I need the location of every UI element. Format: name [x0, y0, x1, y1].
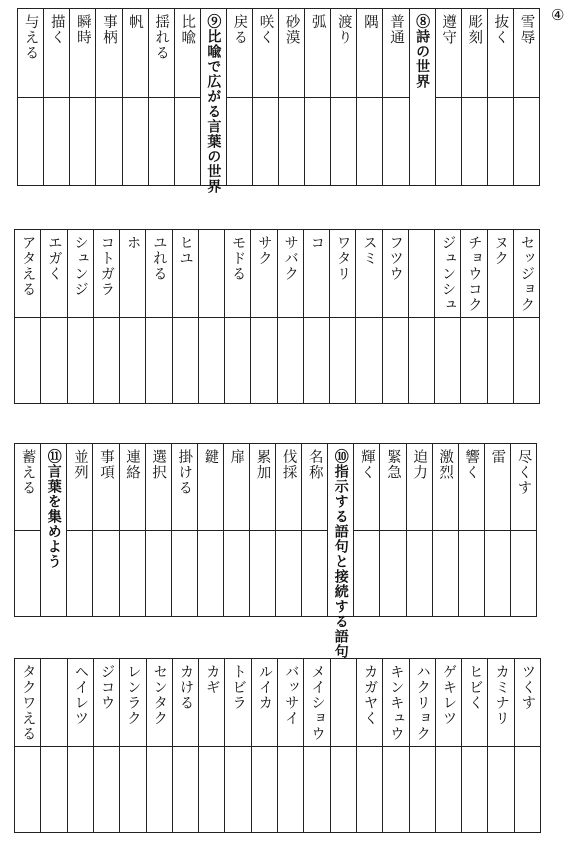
- answer-box-divider: [357, 97, 382, 98]
- answer-box-divider: [149, 97, 174, 98]
- answer-box-divider: [251, 317, 276, 318]
- answer-box-divider: [120, 530, 145, 531]
- answer-box-divider: [514, 317, 539, 318]
- katakana-reading: ホ: [124, 235, 141, 251]
- katakana-reading: ヒビく: [466, 664, 483, 711]
- answer-box-divider: [67, 530, 92, 531]
- answer-box-divider: [383, 97, 408, 98]
- answer-box-divider: [331, 97, 356, 98]
- vocab-column: [434, 230, 460, 403]
- answer-box-divider: [461, 317, 486, 318]
- answer-box-divider: [279, 97, 304, 98]
- kanji-word: 伐採: [280, 449, 297, 480]
- answer-box-divider: [41, 317, 66, 318]
- katakana-reading: トビラ: [230, 664, 247, 711]
- answer-box-divider: [305, 97, 330, 98]
- answer-box-divider: [68, 746, 93, 747]
- kanji-word: 掛ける: [176, 449, 193, 496]
- kanji-word: 迫力: [411, 449, 428, 480]
- kanji-word: 砂漠: [283, 14, 300, 45]
- answer-box-divider: [462, 97, 487, 98]
- answer-box-divider: [278, 746, 303, 747]
- kanji-word: 選択: [150, 449, 167, 480]
- answer-box-divider: [304, 317, 329, 318]
- katakana-reading: カギ: [203, 664, 220, 695]
- answer-box-divider: [146, 530, 171, 531]
- answer-box-divider: [302, 530, 327, 531]
- answer-box-divider: [146, 317, 171, 318]
- katakana-reading: タクワえる: [19, 664, 36, 742]
- kanji-word: 弧: [309, 14, 326, 30]
- answer-box-divider: [462, 746, 487, 747]
- katakana-reading: スミ: [360, 235, 377, 266]
- vocab-column: [119, 230, 145, 403]
- answer-box-divider: [227, 97, 252, 98]
- vocab-column: [487, 230, 513, 403]
- kanji-word: 帆: [127, 14, 144, 30]
- katakana-reading: エガく: [45, 235, 62, 282]
- katakana-reading: ヒユ: [177, 235, 194, 266]
- answer-box-divider: [276, 530, 301, 531]
- answer-box-divider: [172, 530, 197, 531]
- answer-box-divider: [253, 97, 278, 98]
- kanji-word: 鍵: [202, 449, 219, 465]
- vocab-column: [301, 444, 327, 616]
- answer-box-divider: [94, 746, 119, 747]
- kanji-word: 蓄える: [19, 449, 36, 496]
- katakana-reading: シュンジ: [72, 235, 89, 297]
- vocab-column: [197, 444, 223, 616]
- answer-box-divider: [380, 530, 405, 531]
- vocab-column: [93, 659, 119, 832]
- answer-box-divider: [225, 746, 250, 747]
- vocab-column: [461, 9, 487, 185]
- katakana-reading: アタえる: [19, 235, 36, 297]
- section-heading-column: [409, 9, 435, 185]
- kanji-word: 輝く: [358, 449, 375, 480]
- answer-box-divider: [410, 746, 435, 747]
- answer-box-divider: [488, 97, 513, 98]
- kanji-word: 遵守: [440, 14, 457, 45]
- answer-box-divider: [15, 530, 40, 531]
- vocab-column: [409, 659, 435, 832]
- kanji-grid-4: [14, 658, 541, 833]
- kanji-word: 普通: [387, 14, 404, 45]
- answer-box-divider: [15, 317, 40, 318]
- vocab-column: [514, 659, 540, 832]
- answer-box-divider: [488, 317, 513, 318]
- vocab-column: [355, 230, 381, 403]
- answer-box-divider: [41, 746, 66, 747]
- answer-box-divider: [485, 530, 510, 531]
- vocab-column: [304, 9, 330, 185]
- vocab-column: [382, 9, 408, 185]
- answer-box-divider: [515, 746, 540, 747]
- section-heading-column: [327, 444, 353, 659]
- kanji-word: 描く: [48, 14, 65, 45]
- kanji-word: 響く: [463, 449, 480, 480]
- katakana-reading: キンキュウ: [387, 664, 404, 742]
- answer-box-divider: [173, 746, 198, 747]
- section-heading-column: [200, 9, 226, 194]
- katakana-reading: ルイカ: [256, 664, 273, 711]
- vocab-column: [226, 9, 252, 185]
- section-heading: ⑧詩の世界: [414, 14, 431, 89]
- vocab-column: [92, 444, 118, 616]
- kanji-word: 瞬時: [74, 14, 91, 45]
- vocab-column: [432, 444, 458, 616]
- vocab-column: [275, 444, 301, 616]
- vocab-column: [67, 659, 93, 832]
- kanji-grid-2: [14, 229, 540, 404]
- vocab-column: [250, 230, 276, 403]
- katakana-reading: モドる: [229, 235, 246, 282]
- answer-box-divider: [356, 317, 381, 318]
- vocab-column: [303, 230, 329, 403]
- vocab-column: [330, 659, 356, 832]
- answer-box-divider: [198, 530, 223, 531]
- vocab-column: [198, 659, 224, 832]
- answer-box-divider: [120, 317, 145, 318]
- kanji-word: 渡り: [335, 14, 352, 45]
- vocab-column: [224, 659, 250, 832]
- vocab-column: [458, 444, 484, 616]
- vocab-column: [406, 444, 432, 616]
- vocab-column: [145, 444, 171, 616]
- answer-box-divider: [70, 97, 95, 98]
- vocab-column: [487, 9, 513, 185]
- answer-box-divider: [250, 530, 275, 531]
- answer-box-divider: [409, 317, 434, 318]
- kanji-grid-3: [14, 443, 537, 659]
- vocab-column: [119, 444, 145, 616]
- kanji-word: 彫刻: [466, 14, 483, 45]
- answer-box-divider: [173, 317, 198, 318]
- kanji-word: 隅: [361, 14, 378, 30]
- answer-box-divider: [459, 530, 484, 531]
- vocab-column: [119, 659, 145, 832]
- kanji-word: 扉: [228, 449, 245, 465]
- vocab-column: [435, 659, 461, 832]
- answer-box-divider: [383, 746, 408, 747]
- vocab-column: [408, 230, 434, 403]
- kanji-word: 尽くす: [515, 449, 532, 496]
- answer-box-divider: [15, 746, 40, 747]
- answer-box-divider: [357, 746, 382, 747]
- answer-box-divider: [44, 97, 69, 98]
- vocab-column: [172, 659, 198, 832]
- answer-box-divider: [199, 317, 224, 318]
- vocab-column: [329, 230, 355, 403]
- answer-box-divider: [93, 530, 118, 531]
- katakana-reading: サク: [255, 235, 272, 266]
- answer-box-divider: [278, 317, 303, 318]
- katakana-reading: ゲキレツ: [440, 664, 457, 726]
- katakana-reading: サバク: [282, 235, 299, 282]
- katakana-reading: セッジョク: [518, 235, 535, 313]
- answer-box-divider: [435, 317, 460, 318]
- kanji-word: 比喩: [179, 14, 196, 45]
- kanji-word: 連絡: [124, 449, 141, 480]
- answer-box-divider: [123, 97, 148, 98]
- vocab-column: [510, 444, 536, 616]
- section-heading-column: [40, 444, 66, 616]
- katakana-reading: カける: [177, 664, 194, 711]
- answer-box-divider: [175, 97, 200, 98]
- page-number: ④: [551, 6, 565, 24]
- section-heading: ⑩指示する語句と接続する語句: [332, 449, 349, 659]
- vocab-column: [277, 659, 303, 832]
- section-heading: ⑪言葉を集めよう: [45, 449, 62, 569]
- katakana-reading: バッサイ: [282, 664, 299, 726]
- katakana-reading: ジコウ: [98, 664, 115, 711]
- katakana-reading: センタク: [151, 664, 168, 726]
- kanji-word: 与える: [22, 14, 39, 61]
- vocab-column: [40, 230, 66, 403]
- vocab-column: [146, 659, 172, 832]
- vocab-column: [15, 444, 40, 616]
- katakana-reading: ヘイレツ: [72, 664, 89, 726]
- kanji-word: 激烈: [437, 449, 454, 480]
- katakana-reading: レンラク: [124, 664, 141, 726]
- vocab-column: [43, 9, 69, 185]
- vocab-column: [461, 659, 487, 832]
- answer-box-divider: [433, 530, 458, 531]
- vocab-column: [93, 230, 119, 403]
- vocab-column: [277, 230, 303, 403]
- kanji-word: 事項: [97, 449, 114, 480]
- vocab-column: [145, 230, 171, 403]
- katakana-reading: チョウコク: [465, 235, 482, 313]
- answer-box-divider: [511, 530, 536, 531]
- answer-box-divider: [330, 317, 355, 318]
- katakana-reading: カガヤく: [361, 664, 378, 726]
- kanji-word: 戻る: [231, 14, 248, 45]
- kanji-word: 事柄: [100, 14, 117, 45]
- vocab-column: [356, 659, 382, 832]
- vocab-column: [40, 659, 66, 832]
- katakana-reading: ジュンシュ: [439, 235, 456, 313]
- vocab-column: [356, 9, 382, 185]
- kanji-word: 咲く: [257, 14, 274, 45]
- kanji-word: 雪辱: [518, 14, 535, 45]
- vocab-column: [148, 9, 174, 185]
- answer-box-divider: [331, 746, 356, 747]
- vocab-column: [67, 230, 93, 403]
- answer-box-divider: [514, 97, 539, 98]
- vocab-column: [435, 9, 461, 185]
- katakana-reading: コトガラ: [98, 235, 115, 297]
- kanji-grid-1: [17, 8, 540, 194]
- kanji-word: 累加: [254, 449, 271, 480]
- vocab-column: [69, 9, 95, 185]
- vocab-column: [330, 9, 356, 185]
- vocab-column: [251, 659, 277, 832]
- answer-box-divider: [120, 746, 145, 747]
- vocab-column: [15, 659, 40, 832]
- vocab-column: [379, 444, 405, 616]
- vocab-column: [252, 9, 278, 185]
- answer-box-divider: [304, 746, 329, 747]
- katakana-reading: ハクリョク: [414, 664, 431, 742]
- vocab-column: [15, 230, 40, 403]
- kanji-word: 揺れる: [153, 14, 170, 61]
- answer-box-divider: [147, 746, 172, 747]
- vocab-column: [513, 230, 539, 403]
- vocab-column: [460, 230, 486, 403]
- answer-box-divider: [96, 97, 121, 98]
- vocab-column: [224, 230, 250, 403]
- vocab-column: [122, 9, 148, 185]
- vocab-column: [303, 659, 329, 832]
- answer-box-divider: [94, 317, 119, 318]
- answer-box-divider: [436, 97, 461, 98]
- katakana-reading: コ: [308, 235, 325, 251]
- vocab-column: [95, 9, 121, 185]
- vocab-column: [18, 9, 43, 185]
- katakana-reading: ワタリ: [334, 235, 351, 282]
- vocab-column: [487, 659, 513, 832]
- answer-box-divider: [252, 746, 277, 747]
- answer-box-divider: [383, 317, 408, 318]
- katakana-reading: メイショウ: [308, 664, 325, 742]
- katakana-reading: ツくす: [519, 664, 536, 711]
- section-heading: ⑨比喩で広がる言葉の世界: [205, 14, 222, 194]
- kanji-word: 緊急: [384, 449, 401, 480]
- kanji-word: 並列: [71, 449, 88, 480]
- answer-box-divider: [407, 530, 432, 531]
- kanji-word: 抜く: [492, 14, 509, 45]
- answer-box-divider: [199, 746, 224, 747]
- vocab-column: [198, 230, 224, 403]
- vocab-column: [172, 230, 198, 403]
- answer-box-divider: [225, 317, 250, 318]
- answer-box-divider: [488, 746, 513, 747]
- kanji-word: 雷: [489, 449, 506, 465]
- vocab-column: [513, 9, 539, 185]
- answer-box-divider: [68, 317, 93, 318]
- katakana-reading: ユれる: [150, 235, 167, 282]
- answer-box-divider: [354, 530, 379, 531]
- answer-box-divider: [224, 530, 249, 531]
- katakana-reading: カミナリ: [493, 664, 510, 726]
- vocab-column: [174, 9, 200, 185]
- vocab-column: [353, 444, 379, 616]
- vocab-column: [484, 444, 510, 616]
- vocab-column: [382, 230, 408, 403]
- vocab-column: [249, 444, 275, 616]
- answer-box-divider: [18, 97, 43, 98]
- vocab-column: [278, 9, 304, 185]
- kanji-word: 名称: [306, 449, 323, 480]
- vocab-column: [382, 659, 408, 832]
- vocab-column: [171, 444, 197, 616]
- vocab-column: [66, 444, 92, 616]
- katakana-reading: ヌク: [492, 235, 509, 266]
- vocab-column: [223, 444, 249, 616]
- answer-box-divider: [436, 746, 461, 747]
- katakana-reading: フツウ: [387, 235, 404, 282]
